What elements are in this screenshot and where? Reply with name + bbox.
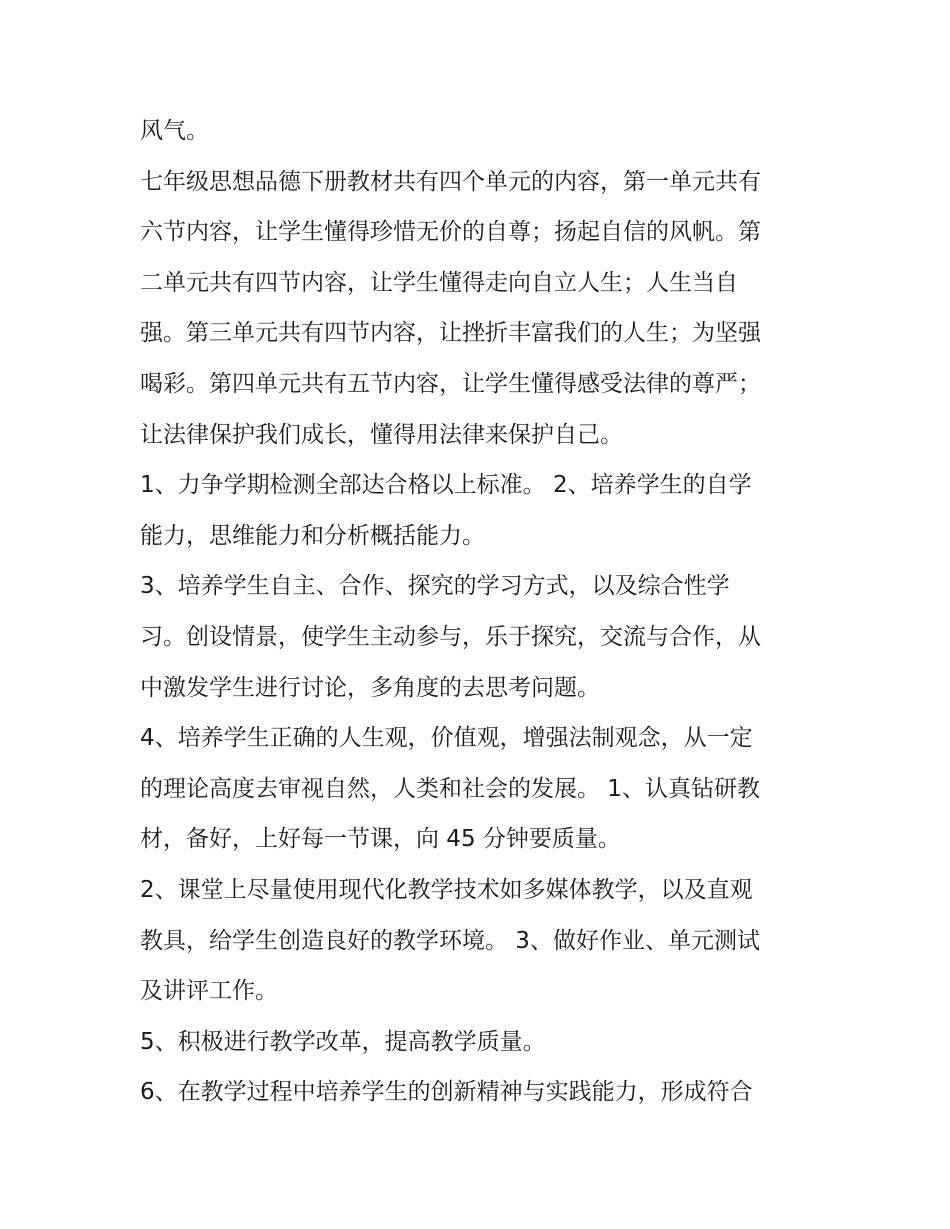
document-body: [140, 106, 820, 1118]
text-line-16: 2、课堂上尽量使用现代化教学技术如多媒体教学，以及直观: [140, 876, 753, 903]
text-line-19: 5、积极进行教学改革，提高教学质量。: [140, 1028, 546, 1055]
text-line-12: 中激发学生进行讨论，多角度的去思考问题。: [140, 674, 600, 701]
text-line-7: 让法律保护我们成长，懂得用法律来保护自己。: [140, 421, 623, 448]
text-line-6: 喝彩。第四单元共有五节内容，让学生懂得感受法律的尊严；: [140, 370, 761, 397]
text-line-9: 能力，思维能力和分析概括能力。: [140, 522, 485, 549]
text-line-11: 习。创设情景，使学生主动参与，乐于探究，交流与合作，从: [140, 623, 761, 650]
text-line-10: 3、培养学生自主、合作、探究的学习方式，以及综合性学: [140, 573, 730, 600]
text-line-3: 六节内容，让学生懂得珍惜无价的自尊；扬起自信的风帆。第: [140, 219, 761, 246]
text-line-5: 强。第三单元共有四节内容，让挫折丰富我们的人生；为坚强: [140, 320, 761, 347]
text-line-15: 材，备好，上好每一节课，向 45 分钟要质量。: [140, 826, 621, 853]
text-line-18: 及讲评工作。: [140, 978, 278, 1005]
text-line-13: 4、培养学生正确的人生观，价值观，增强法制观念，从一定: [140, 725, 753, 752]
text-line-4: 二单元共有四节内容，让学生懂得走向自立人生；人生当自: [140, 269, 738, 296]
text-line-8: 1、力争学期检测全部达合格以上标准。 2、培养学生的自学: [140, 472, 752, 499]
text-line-20: 6、在教学过程中培养学生的创新精神与实践能力，形成符合: [140, 1079, 753, 1106]
text-line-2: 七年级思想品德下册教材共有四个单元的内容，第一单元共有: [140, 168, 761, 195]
text-line-14: 的理论高度去审视自然，人类和社会的发展。 1、认真钻研教: [140, 775, 760, 802]
text-line-1: 风气。: [140, 118, 209, 144]
text-line-17: 教具，给学生创造良好的教学环境。 3、做好作业、单元测试: [140, 927, 760, 954]
